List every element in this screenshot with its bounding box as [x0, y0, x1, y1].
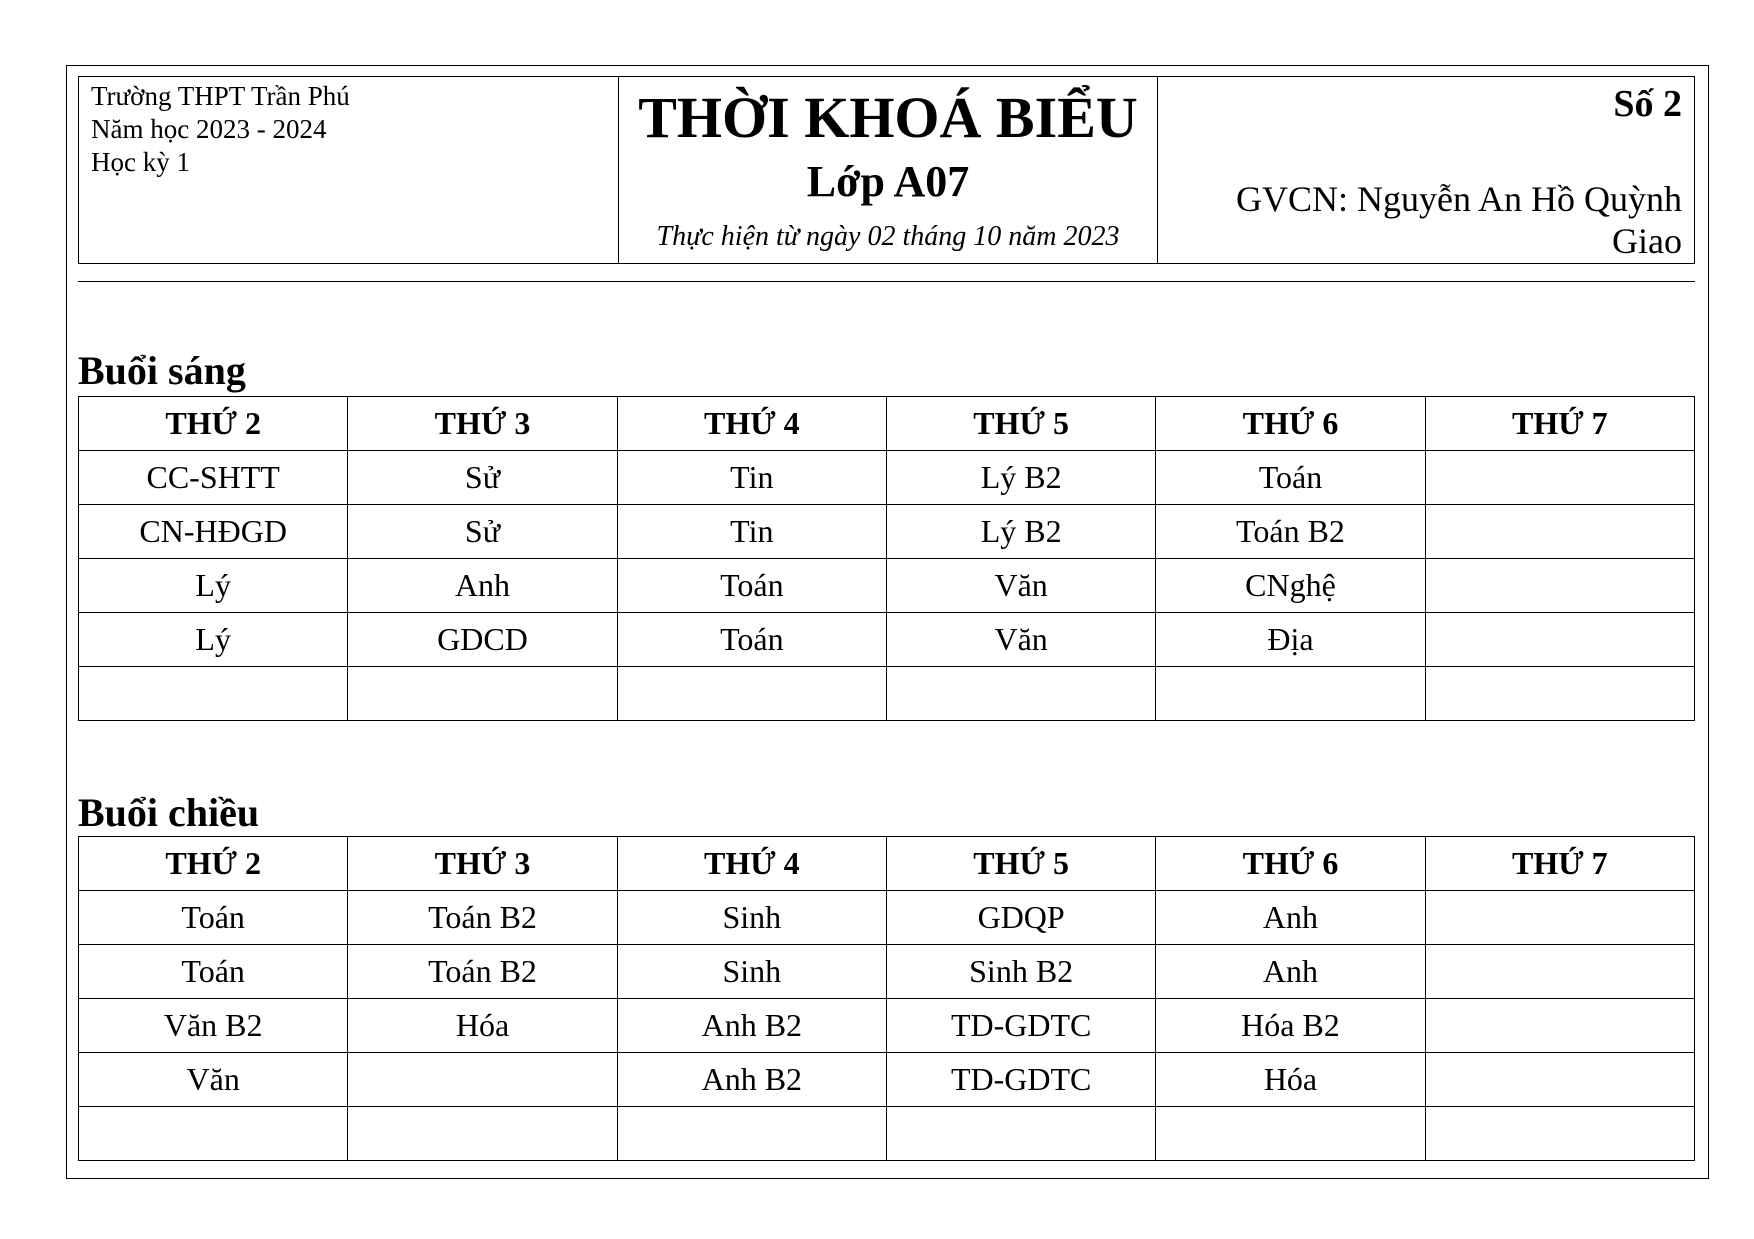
day-header: THỨ 5 — [886, 397, 1155, 451]
table-row — [79, 667, 1695, 721]
subject-cell: Toán — [79, 891, 348, 945]
day-header: THỨ 5 — [886, 837, 1155, 891]
subject-cell: Sử — [348, 451, 617, 505]
table-row — [79, 1053, 1695, 1107]
subject-cell — [1425, 891, 1694, 945]
document-title: THỜI KHOÁ BIỂU — [638, 85, 1138, 150]
subject-cell: TD-GDTC — [886, 999, 1155, 1053]
subject-cell: Văn — [79, 1053, 348, 1107]
class-name: Lớp A07 — [806, 157, 970, 206]
subject-cell: CN-HĐGD — [79, 505, 348, 559]
subject-cell — [617, 1107, 886, 1161]
subject-cell: TD-GDTC — [886, 1053, 1155, 1107]
semester: Học kỳ 1 — [91, 147, 190, 177]
subject-cell — [1425, 1107, 1694, 1161]
subject-cell: Hóa — [348, 999, 617, 1053]
homeroom-teacher: GVCN: Nguyễn An Hồ Quỳnh Giao — [1236, 179, 1682, 261]
subject-cell: Sử — [348, 505, 617, 559]
day-header: THỨ 7 — [1425, 837, 1694, 891]
subject-cell: CC-SHTT — [79, 451, 348, 505]
subject-cell: Toán B2 — [348, 945, 617, 999]
table-row — [79, 891, 1695, 945]
subject-cell: Anh — [348, 559, 617, 613]
subject-cell: Anh B2 — [617, 1053, 886, 1107]
subject-cell: Anh — [1156, 945, 1425, 999]
day-header: THỨ 3 — [348, 837, 617, 891]
subject-cell — [1425, 505, 1694, 559]
subject-cell — [1425, 667, 1694, 721]
subject-cell — [617, 667, 886, 721]
subject-cell: Toán — [617, 613, 886, 667]
title-block — [619, 77, 1158, 263]
subject-cell: Lý B2 — [886, 505, 1155, 559]
divider — [78, 281, 1695, 282]
doc-info — [1158, 77, 1694, 263]
day-header-row — [79, 397, 1695, 451]
day-header: THỨ 2 — [79, 397, 348, 451]
subject-cell — [1425, 1053, 1694, 1107]
morning-timetable — [78, 396, 1695, 721]
subject-cell: Văn — [886, 559, 1155, 613]
day-header: THỨ 3 — [348, 397, 617, 451]
subject-cell: Tin — [617, 451, 886, 505]
subject-cell: Toán B2 — [1156, 505, 1425, 559]
morning-title: Buổi sáng — [78, 348, 246, 393]
subject-cell: Lý B2 — [886, 451, 1155, 505]
subject-cell — [1425, 451, 1694, 505]
subject-cell: GDQP — [886, 891, 1155, 945]
subject-cell: Địa — [1156, 613, 1425, 667]
subject-cell — [1425, 999, 1694, 1053]
afternoon-title: Buổi chiều — [78, 790, 260, 835]
subject-cell — [348, 1053, 617, 1107]
subject-cell: Hóa — [1156, 1053, 1425, 1107]
subject-cell: Anh — [1156, 891, 1425, 945]
subject-cell — [886, 1107, 1155, 1161]
subject-cell: Toán — [79, 945, 348, 999]
subject-cell — [1425, 559, 1694, 613]
subject-cell: Văn B2 — [79, 999, 348, 1053]
subject-cell: Toán — [1156, 451, 1425, 505]
day-header: THỨ 6 — [1156, 397, 1425, 451]
day-header: THỨ 4 — [617, 837, 886, 891]
subject-cell — [886, 667, 1155, 721]
document-header — [78, 76, 1695, 264]
subject-cell: Sinh — [617, 945, 886, 999]
document-number: Số 2 — [1613, 83, 1682, 125]
day-header: THỨ 2 — [79, 837, 348, 891]
subject-cell: Văn — [886, 613, 1155, 667]
subject-cell — [1156, 1107, 1425, 1161]
subject-cell: Toán B2 — [348, 891, 617, 945]
table-row — [79, 1107, 1695, 1161]
table-row — [79, 999, 1695, 1053]
subject-cell — [79, 1107, 348, 1161]
subject-cell: CNghệ — [1156, 559, 1425, 613]
table-row — [79, 613, 1695, 667]
subject-cell — [348, 667, 617, 721]
day-header: THỨ 4 — [617, 397, 886, 451]
day-header-row — [79, 837, 1695, 891]
subject-cell — [1156, 667, 1425, 721]
subject-cell: Hóa B2 — [1156, 999, 1425, 1053]
school-year: Năm học 2023 - 2024 — [91, 114, 327, 144]
school-name: Trường THPT Trần Phú — [91, 81, 350, 111]
table-row — [79, 559, 1695, 613]
table-row — [79, 505, 1695, 559]
subject-cell: Toán — [617, 559, 886, 613]
table-row — [79, 945, 1695, 999]
subject-cell: GDCD — [348, 613, 617, 667]
day-header: THỨ 6 — [1156, 837, 1425, 891]
subject-cell: Sinh — [617, 891, 886, 945]
day-header: THỨ 7 — [1425, 397, 1694, 451]
subject-cell: Lý — [79, 613, 348, 667]
subject-cell — [79, 667, 348, 721]
subject-cell: Anh B2 — [617, 999, 886, 1053]
subject-cell — [1425, 945, 1694, 999]
afternoon-timetable — [78, 836, 1695, 1161]
subject-cell: Sinh B2 — [886, 945, 1155, 999]
subject-cell — [1425, 613, 1694, 667]
subject-cell — [348, 1107, 617, 1161]
subject-cell: Lý — [79, 559, 348, 613]
effective-date: Thực hiện từ ngày 02 tháng 10 năm 2023 — [656, 221, 1120, 252]
table-row — [79, 451, 1695, 505]
school-info — [79, 77, 619, 263]
subject-cell: Tin — [617, 505, 886, 559]
